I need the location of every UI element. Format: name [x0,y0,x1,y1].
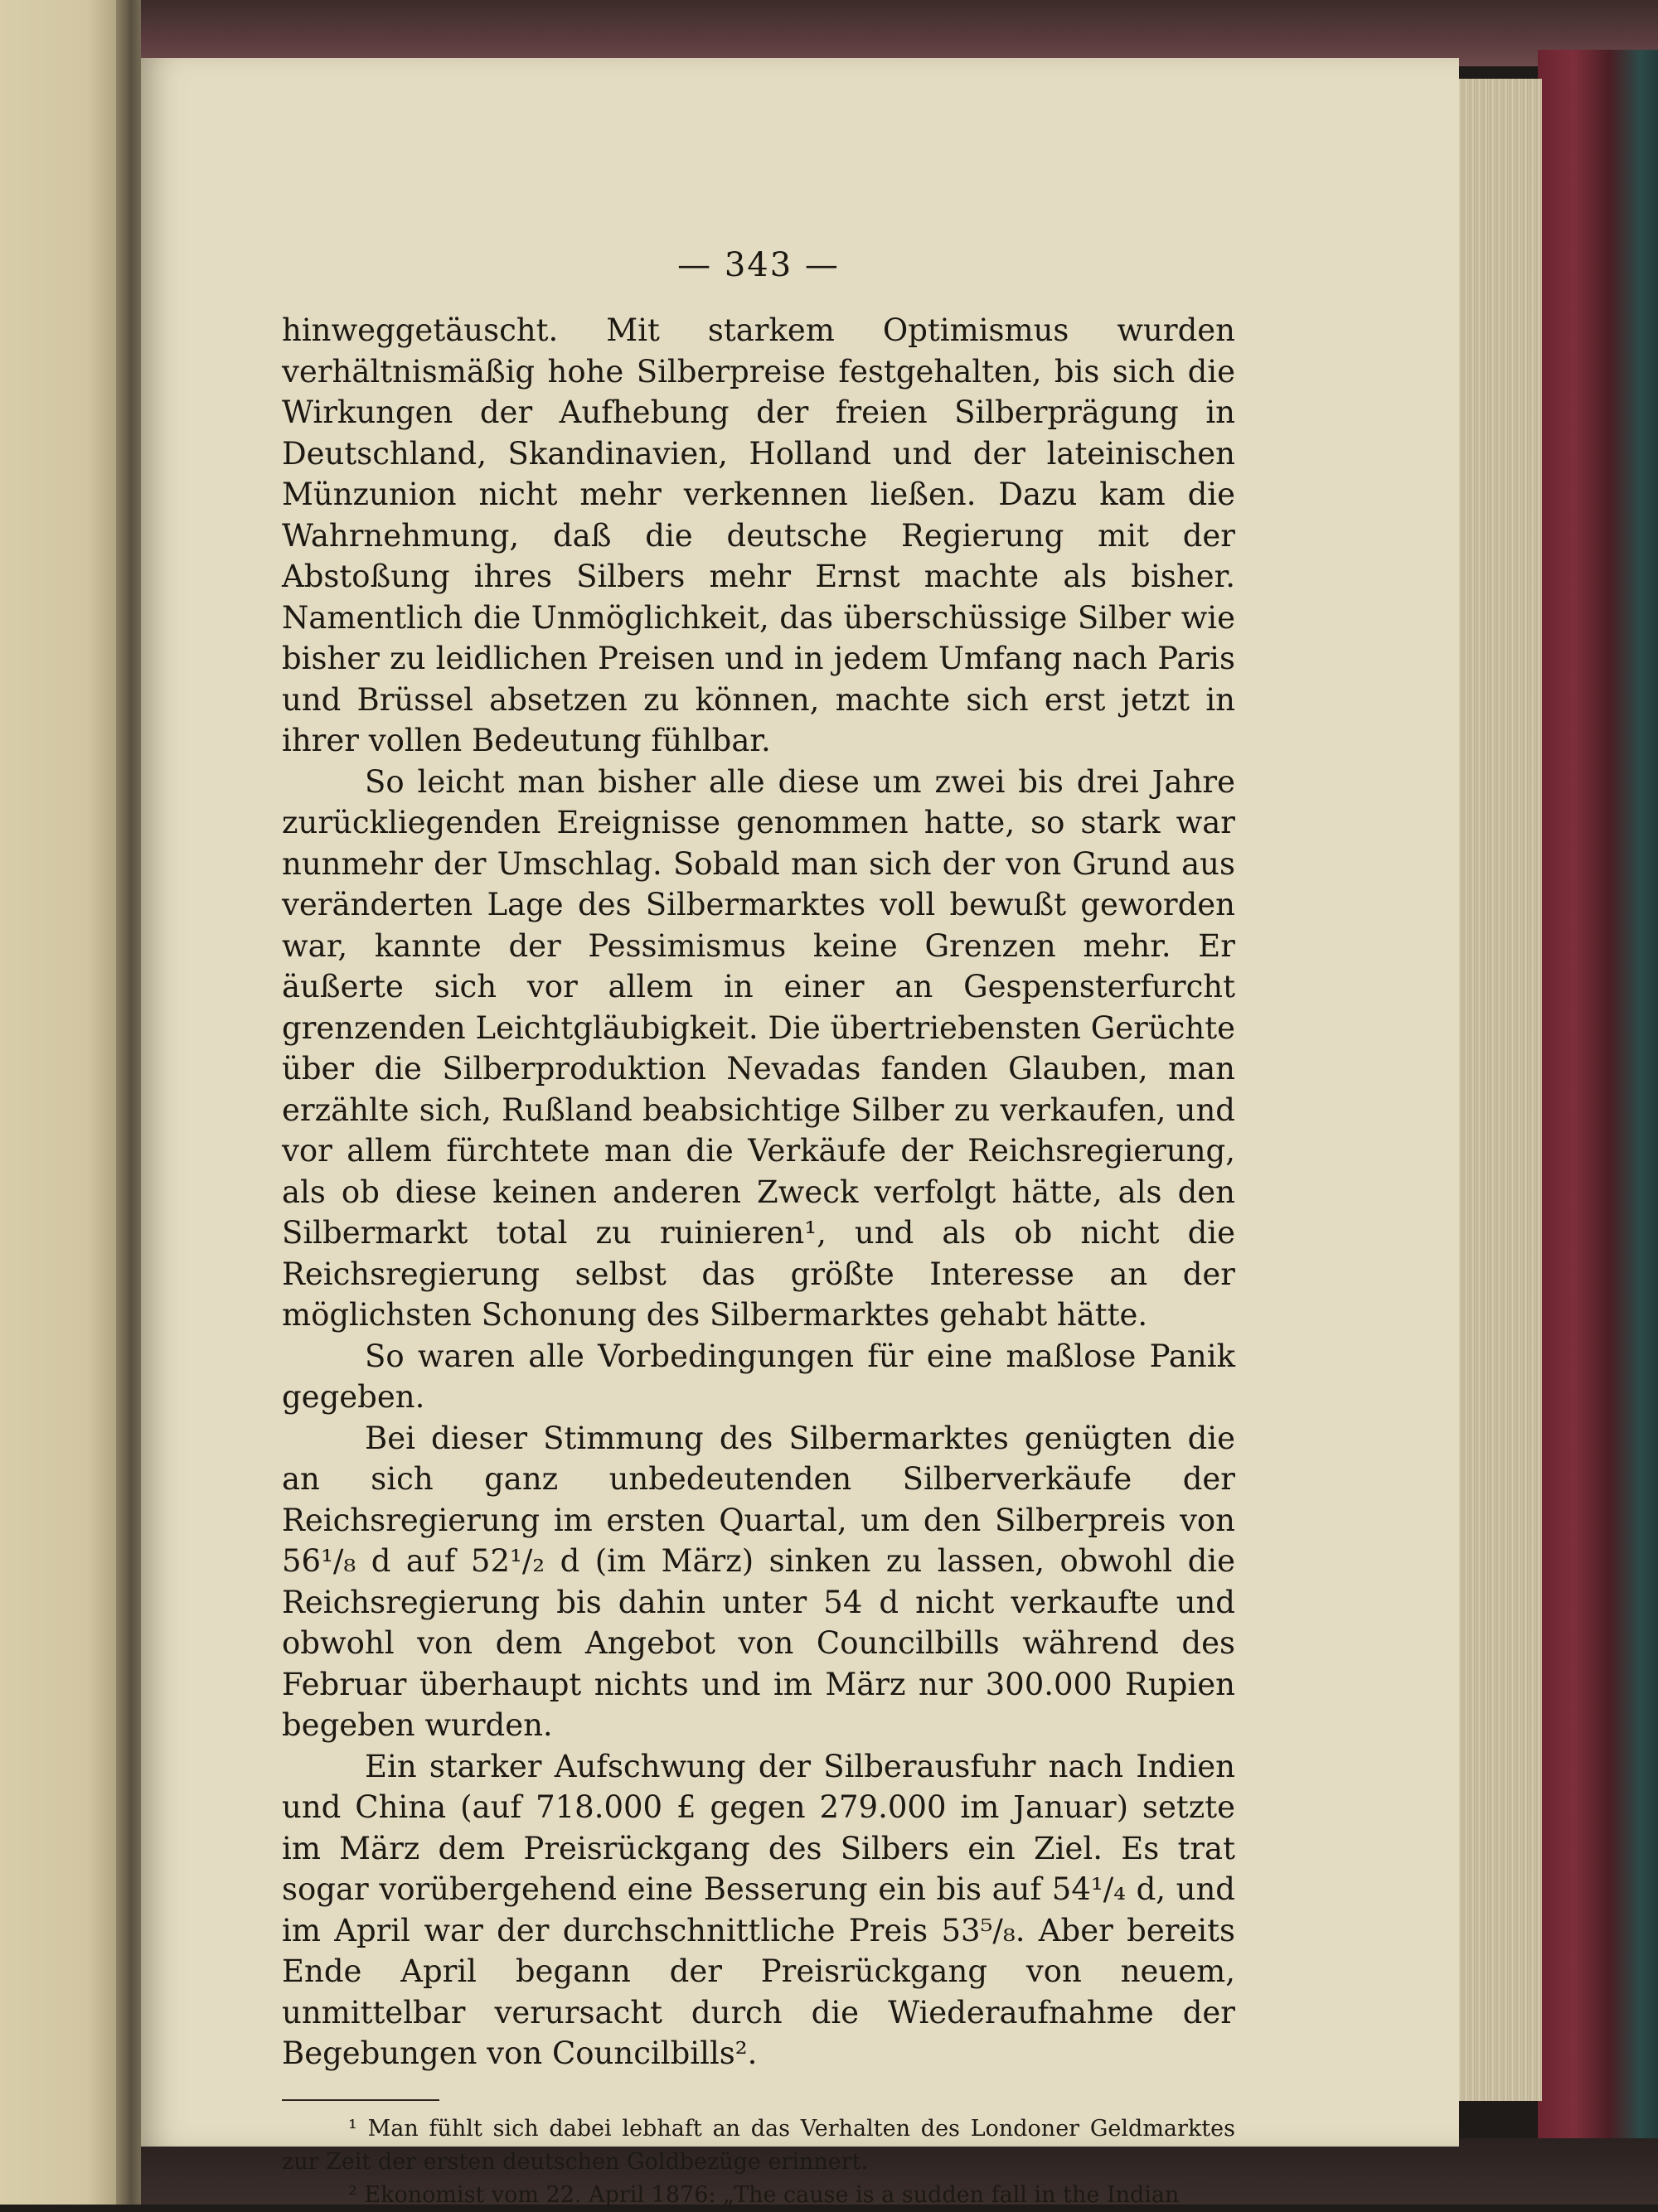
paragraph: hinweggetäuscht. Mit starkem Optimismus wurden verhältnismäßig hohe Silberpreise festgehalten, bis sich die Wirkungen der Aufhebung der freien Silberprägung in Deutschland, Skandinavien, Holland und der lateinischen Münzunion nicht mehr verkennen ließen. Dazu kam die Wahrnehmung, daß die deutsche Regierung mit der Abstoßung ihres Silbers mehr Ernst machte als bisher. Namentlich die Unmöglichkeit, das überschüssige Silber wie bisher zu leidlichen Preisen und in jedem Umfang nach Paris und Brüssel absetzen zu können, machte sich erst jetzt in ihrer vollen Bedeutung fühlbar. [282,312,1235,758]
footnote-divider [282,2099,439,2101]
paragraph: So leicht man bisher alle diese um zwei bis drei Jahre zurückliegenden Ereignisse genommen hatte, so stark war nunmehr der Umschlag. Sobald man sich der von Grund aus veränderten Lage des Silbermarktes voll bewußt geworden war, kannte der Pessimismus keine Grenzen mehr. Er äußerte sich vor allem in einer an Gespensterfurcht grenzenden Leichtgläubigkeit. Die übertriebensten Gerüchte über die Silberproduktion Nevadas fanden Glauben, man erzählte sich, Rußland beabsichtige Silber zu verkaufen, und vor allem fürchtete man die Verkäufe der Reichsregierung, als ob diese keinen anderen Zweck verfolgt hätte, als den Silbermarkt total zu ruinieren¹, und als ob nicht die Reichsregierung selbst das größte Interesse an der möglichsten Schonung des Silbermarktes gehabt hätte. [282,763,1235,1333]
footnote: ² Ekonomist vom 22. April 1876: „The cause is a sudden fall in the Indian [348,2181,1180,2208]
book-cover-top [141,0,1658,66]
facing-page-edge [0,0,124,2205]
page-number: — 343 — [677,246,840,284]
paragraph: So waren alle Vorbedingungen für eine maßlose Panik gegeben. [282,1338,1235,1415]
book-cover-right [1538,50,1658,2188]
footnote: ¹ Man fühlt sich dabei lebhaft an das Verhalten des Londoner Geldmarktes zur Zeit der ersten deutschen Goldbezüge erinnert. [282,2115,1235,2175]
paragraph: Ein starker Aufschwung der Silberausfuhr nach Indien und China (auf 718.000 £ gegen 279.000 im Januar) setzte im März dem Preisrückgang des Silbers ein Ziel. Es trat sogar vorübergehend eine Besserung ein bis auf 54¹/₄ d, und im April war der durchschnittliche Preis 53⁵/₈. Aber bereits Ende April begann der Preisrückgang von neuem, unmittelbar verursacht durch die Wiederaufnahme der Begebungen von Councilbills². [282,1748,1235,2071]
page-edges [1455,79,1542,2101]
page-text [282,240,1235,2212]
paragraph: Bei dieser Stimmung des Silbermarktes genügten die an sich ganz unbedeutenden Silberverkäufe der Reichsregierung im ersten Quartal, um den Silberpreis von 56¹/₈ d auf 52¹/₂ d (im März) sinken zu lassen, obwohl die Reichsregierung bis dahin unter 54 d nicht verkaufte und obwohl von dem Angebot von Councilbills während des Februar überhaupt nichts und im März nur 300.000 Rupien begeben wurden. [282,1420,1235,1743]
